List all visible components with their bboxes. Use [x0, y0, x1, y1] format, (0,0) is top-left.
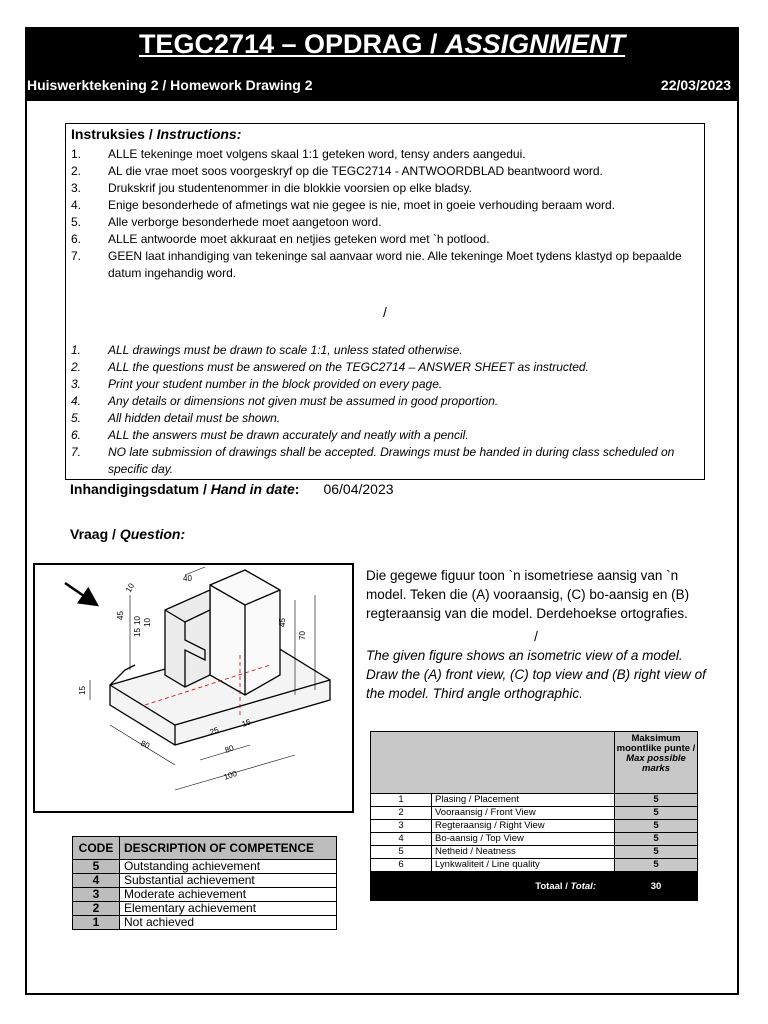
marks-row-points: 5 [615, 846, 698, 859]
instruction-en-item [71, 342, 699, 359]
instruction-en-number: 5. [71, 411, 82, 425]
header-date: 22/03/2023 [660, 77, 731, 93]
isometric-drawing [35, 565, 352, 811]
hand-in-date [70, 481, 394, 497]
competence-header-code: CODE [73, 837, 120, 860]
competence-table [72, 836, 337, 930]
description-af: Die gegewe figuur toon `n isometriese aansig van `n model. Teken die (A) vooraansig, (C) bo-aansig en (B) regteraansig van die model. Derdehoekse ortografies. [366, 568, 690, 621]
question-label-en: Question: [119, 526, 186, 542]
dimension-label: 70 [298, 631, 307, 640]
competence-row [73, 888, 337, 902]
marks-row-number: 2 [371, 807, 432, 820]
dimension-label: 80 [223, 743, 236, 755]
competence-code: 3 [73, 888, 120, 902]
model-outline [110, 570, 330, 745]
instruction-af-item [71, 248, 699, 282]
instruction-af-item [71, 231, 699, 248]
instruction-en-item [71, 427, 699, 444]
marks-row [371, 820, 698, 833]
marks-row-label: Bo-aansig / Top View [432, 833, 615, 846]
competence-header-row [73, 837, 337, 860]
marks-row-points: 5 [615, 807, 698, 820]
instruction-af-number: 6. [71, 232, 82, 246]
marks-header-row [371, 732, 698, 794]
marks-total-row [371, 872, 698, 901]
competence-row [73, 860, 337, 874]
instruction-en-text: ALL the questions must be answered on the TEGC2714 – ANSWER SHEET as instructed. [108, 360, 589, 374]
page-title [27, 29, 737, 60]
marks-header-max-af: Maksimum moontlike punte / [616, 733, 696, 754]
marks-header-max-en: Max possible marks [626, 753, 686, 774]
dimension-label: 25 [208, 725, 221, 737]
instruction-af-number: 2. [71, 164, 82, 178]
marks-row-label: Lynkwaliteit / Line quality [432, 859, 615, 872]
instruction-en-item [71, 359, 699, 376]
competence-desc: Moderate achievement [120, 888, 337, 902]
instruction-af-number: 4. [71, 198, 82, 212]
instruction-en-number: 7. [71, 445, 82, 459]
marks-row-label: Netheid / Neatness [432, 846, 615, 859]
marks-header-blank [371, 732, 615, 794]
instruction-af-item [71, 163, 699, 180]
instruction-af-text: Alle verborge besonderhede moet aangetoon word. [108, 215, 382, 229]
handin-label-af: Inhandigingsdatum / [70, 481, 211, 497]
instruction-en-text: Any details or dimensions not given must be assumed in good proportion. [108, 394, 499, 408]
isometric-figure [33, 563, 354, 813]
marks-row-number: 3 [371, 820, 432, 833]
competence-code: 2 [73, 902, 120, 916]
marks-header-max [615, 732, 698, 794]
instructions-english [71, 342, 699, 478]
instruction-af-item [71, 146, 699, 163]
dimension-label: 10 [143, 618, 152, 627]
question-description [366, 566, 706, 703]
instruction-af-number: 3. [71, 181, 82, 195]
instruction-af-item [71, 197, 699, 214]
competence-code: 1 [73, 916, 120, 930]
instruction-en-number: 6. [71, 428, 82, 442]
competence-row [73, 874, 337, 888]
marks-row-points: 5 [615, 820, 698, 833]
marks-row [371, 859, 698, 872]
dimension-label: 10 [133, 616, 142, 625]
dimension-label: 45 [116, 611, 125, 620]
description-separator: / [534, 629, 538, 644]
instruction-af-number: 1. [71, 147, 82, 161]
question-label-af: Vraag / [70, 526, 120, 542]
instruction-en-number: 1. [71, 343, 82, 357]
marks-row-number: 5 [371, 846, 432, 859]
instruction-en-text: All hidden detail must be shown. [108, 411, 281, 425]
handin-label-en: Hand in date [210, 481, 295, 497]
marks-total-value: 30 [615, 872, 698, 901]
instructions-heading-af: Instruksies / [71, 126, 157, 142]
competence-row [73, 902, 337, 916]
dimension-label: 10 [123, 581, 137, 594]
handin-value: 06/04/2023 [323, 481, 394, 497]
dimension-label: 15 [133, 628, 142, 637]
marks-row [371, 833, 698, 846]
instruction-en-number: 4. [71, 394, 82, 408]
instruction-en-number: 2. [71, 360, 82, 374]
instructions-separator: / [383, 304, 387, 320]
instruction-en-text: Print your student number in the block provided on every page. [108, 377, 443, 391]
marks-row-points: 5 [615, 794, 698, 807]
marks-row-points: 5 [615, 833, 698, 846]
marks-row [371, 807, 698, 820]
instruction-en-item [71, 376, 699, 393]
instruction-af-text: ALLE antwoorde moet akkuraat en netjies geteken word met `h potlood. [108, 232, 490, 246]
instruction-en-text: ALL drawings must be drawn to scale 1:1, unless stated otherwise. [108, 343, 463, 357]
subtitle: Huiswerktekening 2 / Homework Drawing 2 [27, 77, 313, 93]
marks-total-label: Totaal / Total: [371, 872, 615, 901]
instruction-af-item [71, 214, 699, 231]
instructions-heading-en: Instructions: [156, 126, 242, 142]
instruction-af-number: 5. [71, 215, 82, 229]
marks-row [371, 794, 698, 807]
instructions-list [71, 146, 699, 478]
competence-desc: Substantial achievement [120, 874, 337, 888]
instruction-en-item [71, 444, 699, 478]
title-main: TEGC2714 – OPDRAG / [138, 29, 446, 59]
instruction-af-number: 7. [71, 249, 82, 263]
instruction-en-text: NO late submission of drawings shall be accepted. Drawings must be handed in during class scheduled on specific day. [108, 445, 675, 476]
instruction-af-text: Enige besonderhede of afmetings wat nie gegee is nie, moet in goeie verhouding beraam word. [108, 198, 615, 212]
marks-row-label: Vooraansig / Front View [432, 807, 615, 820]
handin-colon: : [294, 481, 300, 497]
competence-desc: Outstanding achievement [120, 860, 337, 874]
instruction-af-text: GEEN laat inhandiging van tekeninge sal aanvaar word nie. Alle tekeninge Moet tydens klastyd op bepaalde datum ingehandig word. [108, 249, 682, 280]
description-en: The given figure shows an isometric view of a model. Draw the (A) front view, (C) top view and (B) right view of the model. Third angle orthographic. [366, 648, 706, 701]
instruction-af-text: Drukskrif jou studentenommer in die blokkie voorsien op elke bladsy. [108, 181, 472, 195]
marks-row-label: Regteraansig / Right View [432, 820, 615, 833]
marks-row-points: 5 [615, 859, 698, 872]
title-italic: ASSIGNMENT [445, 29, 626, 59]
view-arrow [65, 583, 97, 605]
marks-row-number: 4 [371, 833, 432, 846]
marks-table [370, 731, 698, 901]
competence-code: 4 [73, 874, 120, 888]
dimension-label: 80 [139, 738, 152, 751]
instruction-en-item [71, 393, 699, 410]
question-heading [70, 526, 185, 542]
marks-row [371, 846, 698, 859]
dimension-label: 40 [183, 574, 192, 583]
marks-total-label-en: Total: [570, 880, 596, 892]
instruction-en-number: 3. [71, 377, 82, 391]
competence-row [73, 916, 337, 930]
competence-header-desc: DESCRIPTION OF COMPETENCE [120, 837, 337, 860]
instructions-box [65, 123, 705, 480]
header-bar [27, 29, 737, 101]
instruction-en-item [71, 410, 699, 427]
competence-code: 5 [73, 860, 120, 874]
competence-desc: Elementary achievement [120, 902, 337, 916]
instructions-heading [71, 126, 241, 142]
instruction-en-text: ALL the answers must be drawn accurately and neatly with a pencil. [108, 428, 469, 442]
dimension-label: 15 [78, 686, 87, 695]
marks-row-number: 1 [371, 794, 432, 807]
instructions-afrikaans [71, 146, 699, 282]
dimension-label: 15 [240, 717, 253, 729]
dimension-label: 45 [278, 618, 287, 627]
marks-row-number: 6 [371, 859, 432, 872]
competence-desc: Not achieved [120, 916, 337, 930]
instruction-af-item [71, 180, 699, 197]
instruction-af-text: ALLE tekeninge moet volgens skaal 1:1 geteken word, tensy anders aangedui. [108, 147, 526, 161]
instruction-af-text: AL die vrae moet soos voorgeskryf op die TEGC2714 - ANTWOORDBLAD beantwoord word. [108, 164, 603, 178]
dimension-label: 100 [222, 768, 239, 782]
marks-row-label: Plasing / Placement [432, 794, 615, 807]
